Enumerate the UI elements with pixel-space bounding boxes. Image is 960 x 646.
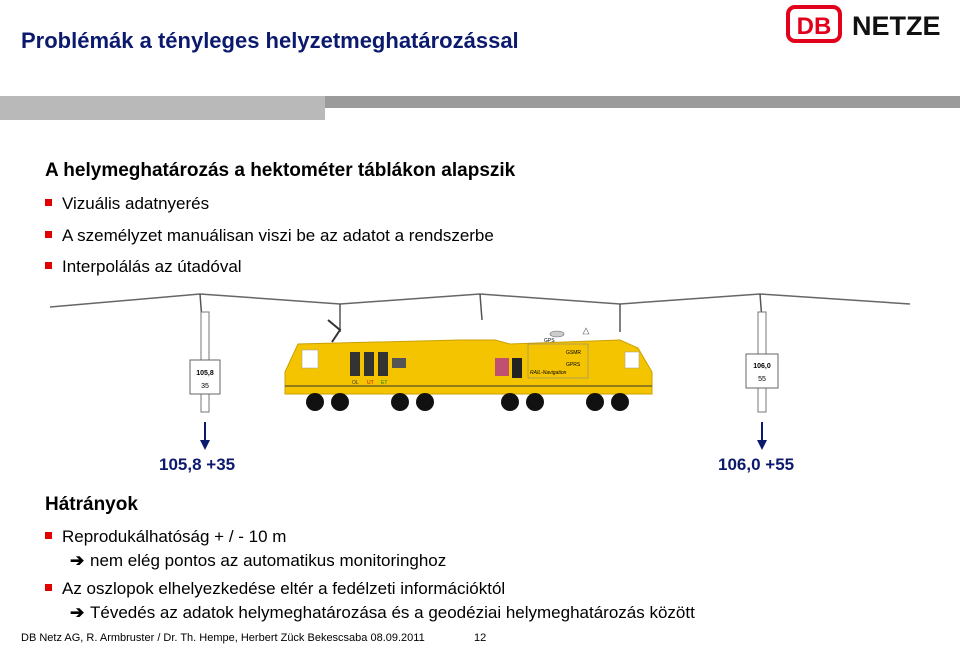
bullet-marker	[45, 231, 52, 238]
arrow-right-icon: ➔	[70, 551, 85, 570]
train	[285, 320, 652, 411]
db-netze-logo	[786, 4, 946, 44]
consequence-line	[70, 603, 695, 623]
pantograph	[328, 320, 340, 342]
section-heading-drawbacks: Hátrányok	[45, 494, 138, 515]
bullet-text: Interpolálás az útadóval	[62, 257, 242, 276]
page-title: Problémák a tényleges helyzetmeghatározással	[21, 28, 519, 53]
footer	[0, 629, 960, 646]
bullet-item	[45, 527, 286, 547]
sign-left-bottom: 35	[201, 383, 209, 390]
header-bar-accent	[0, 96, 325, 120]
position-arrow-left	[200, 422, 210, 450]
bullet-item	[45, 257, 242, 277]
bullet-item	[45, 194, 209, 214]
bullet-marker	[45, 262, 52, 269]
footer-source: DB Netz AG, R. Armbruster / Dr. Th. Hempe, Herbert Zück Bekescsaba 08.09.2011	[21, 632, 425, 644]
label-ut: UT	[367, 380, 374, 386]
signal-up-icon	[583, 328, 589, 334]
bullet-text: Reprodukálhatóság + / - 10 m	[62, 527, 287, 546]
sign-left-top: 105,8	[196, 370, 214, 377]
label-et: ET	[381, 380, 388, 386]
bullet-marker	[45, 199, 52, 206]
position-arrow-right	[757, 422, 767, 450]
label-gps: GPS	[544, 338, 555, 344]
position-label-left: 105,8 +35	[159, 455, 236, 474]
bullet-text: Vizuális adatnyerés	[62, 194, 210, 213]
arrow-right-icon: ➔	[70, 603, 85, 622]
bullet-text: Az oszlopok elhelyezkedése eltér a fedélzeti információktól	[62, 579, 506, 598]
sign-right-top: 106,0	[753, 363, 771, 370]
bullet-item	[45, 226, 494, 246]
label-gprs: GPRS	[566, 362, 581, 368]
label-gsmr: GSMR	[566, 350, 581, 356]
page-number: 12	[474, 632, 487, 644]
bullet-marker	[45, 584, 52, 591]
hektometer-sign-right	[746, 354, 778, 388]
logo-db-text: DB	[796, 13, 832, 40]
label-ol: OL	[352, 380, 359, 386]
logo-netze-text: NETZE	[852, 11, 941, 41]
label-rail-navigation: RAIL-Navigation	[530, 370, 567, 376]
gps-antenna-icon	[550, 331, 564, 337]
position-label-right: 106,0 +55	[718, 455, 795, 474]
consequence-text: Tévedés az adatok helymeghatározása és a geodéziai helymeghatározás között	[90, 603, 695, 622]
consequence-text: nem elég pontos az automatikus monitoringhoz	[90, 551, 447, 570]
sign-right-bottom: 55	[758, 376, 766, 383]
wheels	[306, 393, 629, 411]
hektometer-sign-left	[190, 360, 220, 394]
bullet-item	[45, 579, 505, 599]
consequence-line	[70, 551, 446, 571]
section-heading-positioning: A helymeghatározás a hektométer táblákon alapszik	[45, 160, 516, 181]
bullet-marker	[45, 532, 52, 539]
bullet-text: A személyzet manuálisan viszi be az adatot a rendszerbe	[62, 226, 494, 245]
train-positioning-diagram	[40, 282, 920, 452]
